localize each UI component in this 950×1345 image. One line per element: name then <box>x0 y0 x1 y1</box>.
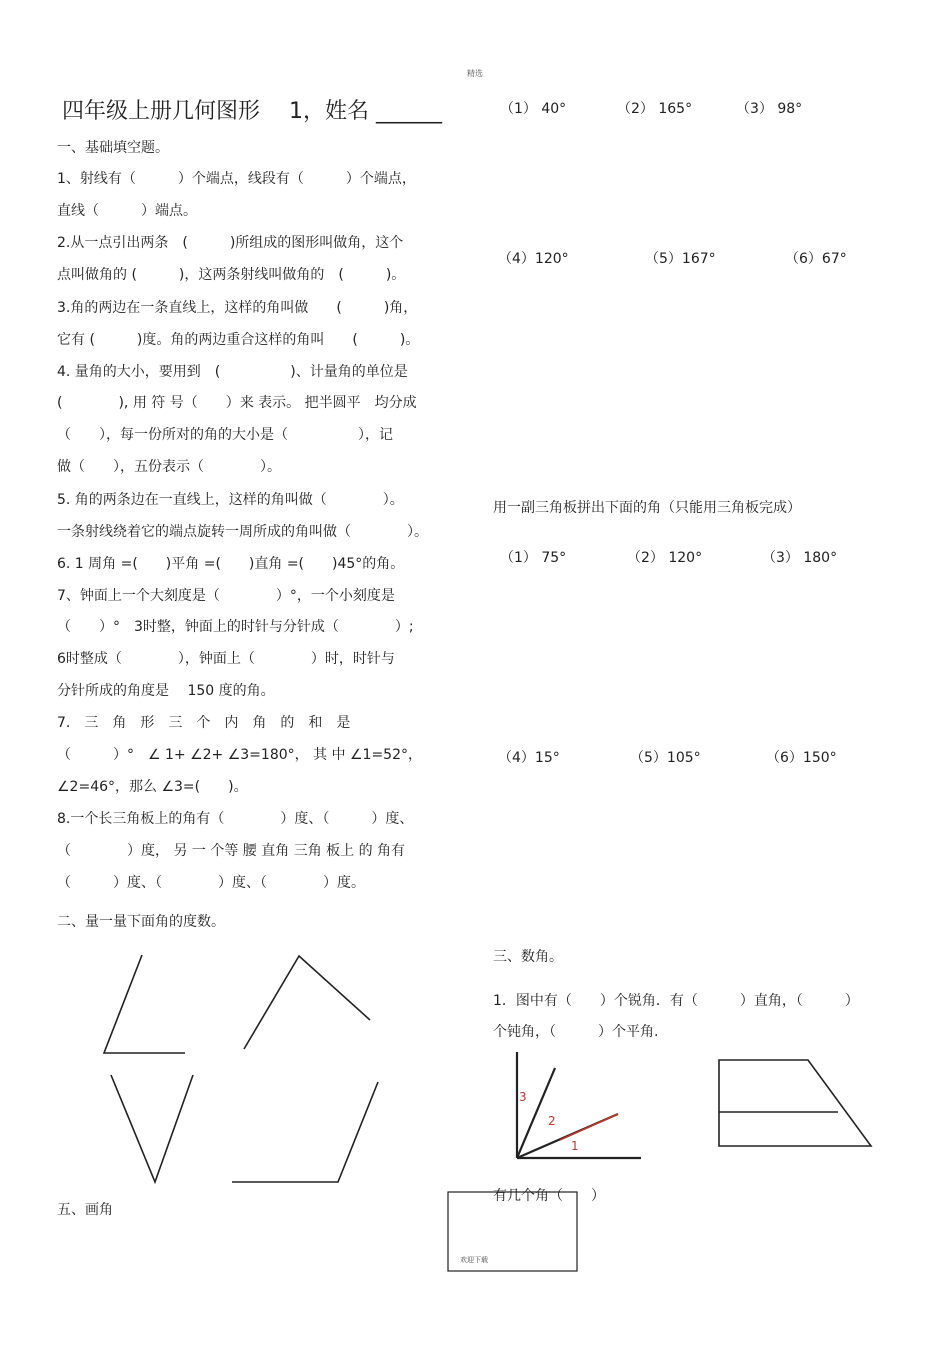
angle-4-label: （4）120° <box>498 251 569 267</box>
count-question-line-2: 个钝角，（ ）个平角. <box>493 1024 659 1040</box>
angle-2-label: （2） 165° <box>617 101 693 117</box>
question-line: 6. 1 周角 =( )平角 =( )直角 =( )45°的角。 <box>57 556 405 572</box>
question-line: （ ）° ∠ 1+ ∠2+ ∠3=180°， 其 中 ∠1=52°， <box>57 747 422 763</box>
question-line: 5. 角的两条边在一直线上，这样的角叫做（ ）。 <box>57 492 404 508</box>
question-line: 一条射线绕着它的端点旋转一周所成的角叫做（ ）。 <box>57 524 428 540</box>
page-title: 四年级上册几何图形 1，姓名 ______ <box>62 99 442 124</box>
angle-5-label: （5）167° <box>645 251 716 267</box>
question-line: 8.一个长三角板上的角有（ ）度、（ ）度、 <box>57 811 414 827</box>
trapezoid-figure <box>719 1060 871 1146</box>
angle-figure-2 <box>244 956 370 1049</box>
set-square-3-label: （3） 180° <box>762 550 838 566</box>
section-1-heading: 一、基础填空题。 <box>57 140 169 156</box>
set-square-2-label: （2） 120° <box>627 550 703 566</box>
section-5-heading: 五、画角 <box>57 1202 113 1218</box>
question-line: 做（ ），五份表示（ ）。 <box>57 459 281 475</box>
ray-angle-figure <box>517 1052 641 1158</box>
angle-figure-1 <box>104 955 185 1053</box>
section-2-heading: 二、量一量下面角的度数。 <box>57 914 225 930</box>
question-line: ( ), 用 符 号（ ）来 表示。 把半圆平 均分成 <box>57 395 417 411</box>
angle-1-label: （1） 40° <box>500 101 567 117</box>
angle-figure-4 <box>232 1082 378 1182</box>
angle-label-1: 1 <box>571 1139 579 1153</box>
page-header: 精选 <box>467 69 483 78</box>
question-line: （ ）度， 另 一 个等 腰 直角 三角 板上 的 角有 <box>57 843 406 859</box>
question-line: 4. 量角的大小，要用到 ( )、计量角的单位是 <box>57 364 408 380</box>
set-square-instruction: 用一副三角板拼出下面的角（只能用三角板完成） <box>493 500 801 516</box>
count-question-line-1: 1．图中有（ ）个锐角．有（ ）直角，（ ） <box>493 993 859 1009</box>
question-line: 分针所成的角度是 150 度的角。 <box>57 683 275 699</box>
angle-3-label: （3） 98° <box>736 101 803 117</box>
section-3-heading: 三、数角。 <box>493 949 563 965</box>
question-line: 它有 ( )度。角的两边重合这样的角叫 ( )。 <box>57 332 420 348</box>
question-line: 直线（ ）端点。 <box>57 203 197 219</box>
angle-6-label: （6）67° <box>785 251 847 267</box>
angle-label-2: 2 <box>548 1114 556 1128</box>
question-line: （ ）° 3时整，钟面上的时针与分针成（ ）; <box>57 619 414 635</box>
set-square-6-label: （6）150° <box>766 750 837 766</box>
question-line: 7. 三 角 形 三 个 内 角 的 和 是 <box>57 715 351 731</box>
set-square-1-label: （1） 75° <box>500 550 567 566</box>
set-square-5-label: （5）105° <box>630 750 701 766</box>
question-line: 点叫做角的 ( )，这两条射线叫做角的 ( )。 <box>57 267 406 283</box>
question-line: （ ），每一份所对的角的大小是（ ），记 <box>57 427 393 443</box>
question-line: ∠2=46°，那么 ∠3=( )。 <box>57 779 248 795</box>
question-line: 7、钟面上一个大刻度是（ ）°，一个小刻度是 <box>57 588 395 604</box>
question-line: 3.角的两边在一条直线上，这样的角叫做 ( )角， <box>57 300 418 316</box>
angle-figure-3 <box>111 1075 193 1182</box>
footer: 欢迎下载 <box>460 1256 488 1264</box>
count-angles-question: 有几个角（ ） <box>493 1188 605 1204</box>
question-line: 6时整成（ ），钟面上（ ）时，时针与 <box>57 651 395 667</box>
question-line: （ ）度、（ ）度、（ ）度。 <box>57 875 365 891</box>
set-square-4-label: （4）15° <box>498 750 560 766</box>
question-line: 1、射线有（ ）个端点，线段有（ ）个端点， <box>57 171 416 187</box>
angle-label-3: 3 <box>519 1090 527 1104</box>
question-line: 2.从一点引出两条 ( )所组成的图形叫做角，这个 <box>57 235 404 251</box>
